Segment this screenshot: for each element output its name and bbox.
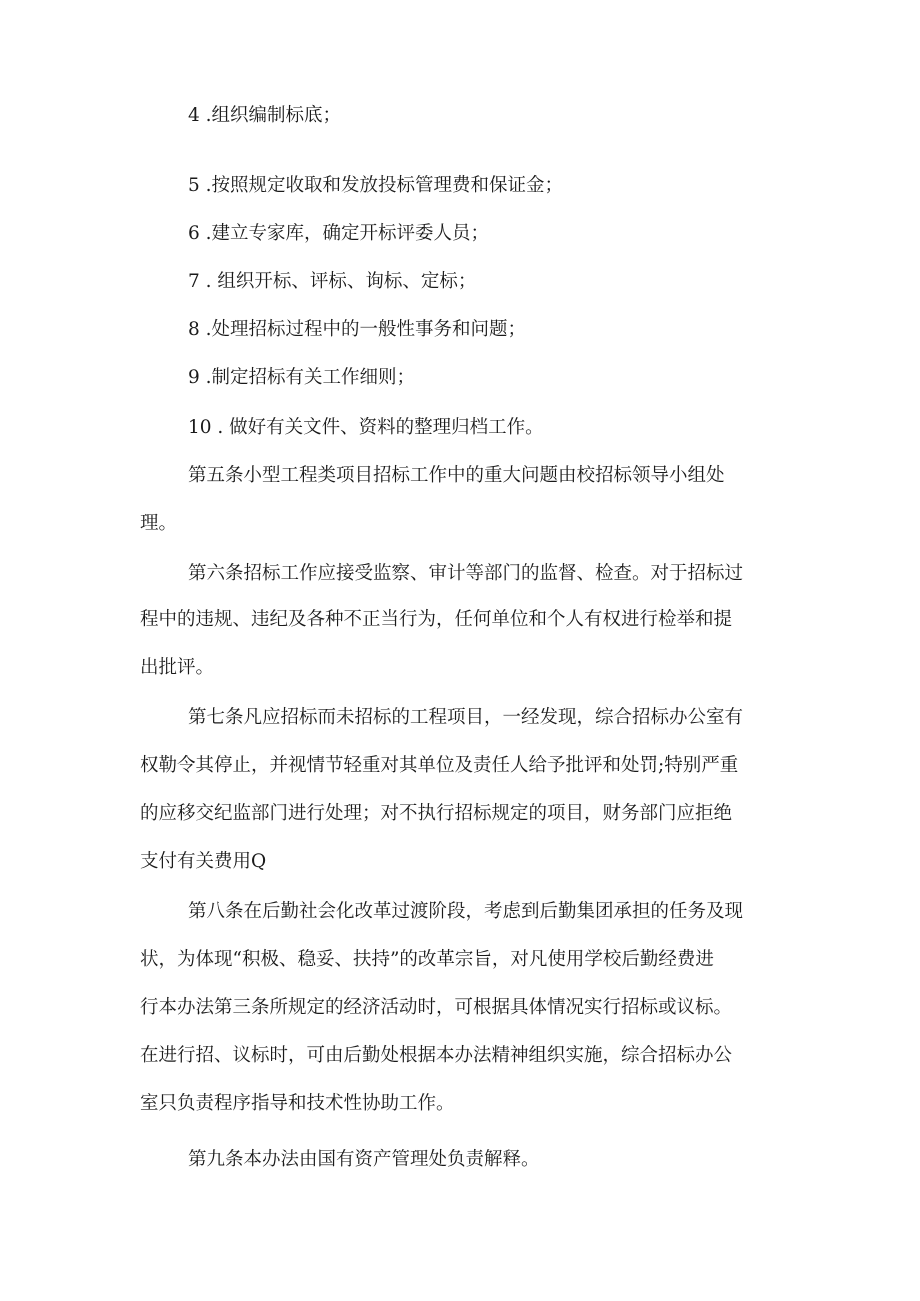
list-item-10: 10 . 做好有关文件、资料的整理归档工作。: [188, 417, 544, 438]
article-6-line-1: 第六条招标工作应接受监察、审计等部门的监督、检查。对于招标过: [188, 563, 744, 584]
article-6-line-2: 程中的违规、违纪及各种不正当行为，任何单位和个人有权进行检举和提: [140, 609, 733, 630]
article-7-line-3: 的应移交纪监部门进行处理；对不执行招标规定的项目，财务部门应拒绝: [140, 803, 733, 824]
article-9-line-1: 第九条本办法由国有资产管理处负责解释。: [188, 1149, 540, 1170]
list-item-7: 7 . 组织开标、评标、询标、定标；: [188, 271, 477, 292]
article-8-line-2: 状，为体现“积极、稳妥、扶持”的改革宗旨，对凡使用学校后勤经费进: [140, 949, 714, 970]
article-5-line-1: 第五条小型工程类项目招标工作中的重大问题由校招标领导小组处: [188, 465, 725, 486]
list-item-4: 4 .组织编制标底；: [188, 105, 342, 126]
list-item-9: 9 .制定招标有关工作细则；: [188, 367, 416, 388]
article-7-line-2: 权勒令其停止，并视情节轻重对其单位及责任人给予批评和处罚;特别严重: [140, 755, 739, 776]
article-7-line-4: 支付有关费用Q: [140, 851, 267, 872]
list-item-8: 8 .处理招标过程中的一般性事务和问题；: [188, 319, 527, 340]
article-8-line-3: 行本办法第三条所规定的经济活动时，可根据具体情况实行招标或议标。: [140, 997, 733, 1018]
article-6-line-3: 出批评。: [140, 657, 215, 678]
list-item-6: 6 .建立专家库，确定开标评委人员；: [188, 223, 490, 244]
article-5-line-2: 理。: [140, 513, 178, 534]
article-8-line-4: 在进行招、议标时，可由后勤处根据本办法精神组织实施，综合招标办公: [140, 1045, 733, 1066]
article-8-line-1: 第八条在后勤社会化改革过渡阶段，考虑到后勤集团承担的任务及现: [188, 901, 744, 922]
article-8-line-5: 室只负责程序指导和技术性协助工作。: [140, 1093, 455, 1114]
article-7-line-1: 第七条凡应招标而未招标的工程项目，一经发现，综合招标办公室有: [188, 707, 744, 728]
list-item-5: 5 .按照规定收取和发放投标管理费和保证金；: [188, 175, 564, 196]
